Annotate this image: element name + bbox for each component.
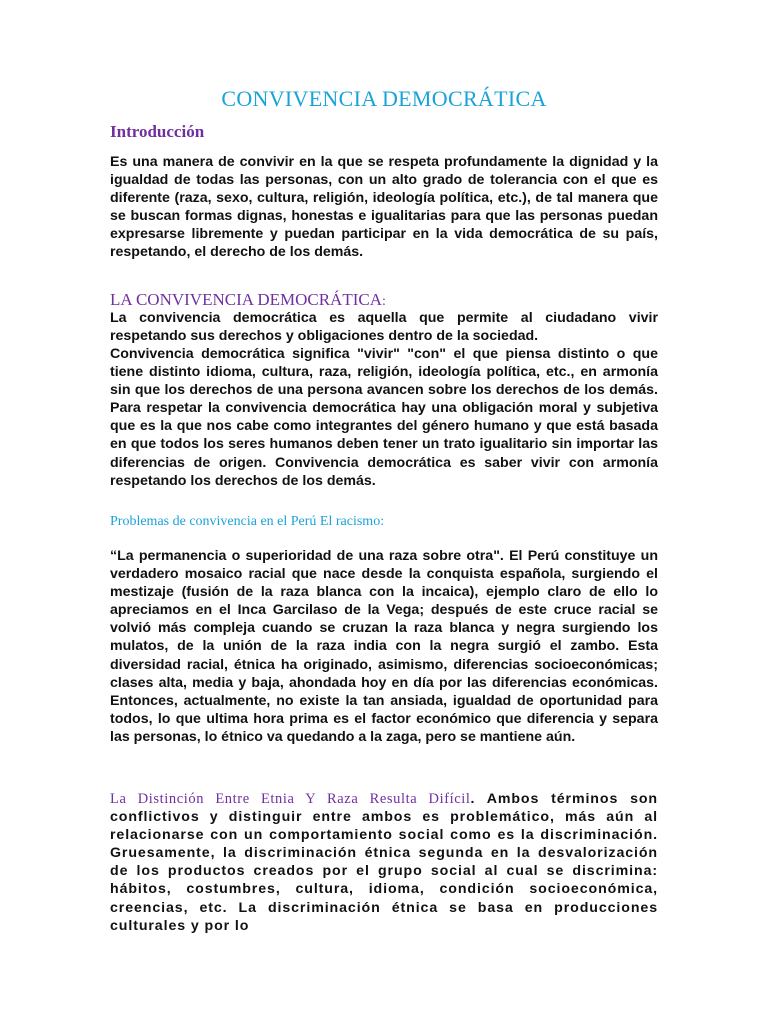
section-heading (110, 290, 386, 310)
distinction-text: . Ambos términos son conflictivos y distinguir entre ambos es problemático, más aún al relacionarse con un comportamiento social como es la discriminación. Gruesamente, la discriminación étnica segunda en la desvalorización de los productos creados por el grupo social al cual se discrimina: hábitos, costumbres, cultura, idioma, condición socioeconómica, creencias, etc. La discriminación étnica se basa en producciones culturales y por lo (110, 791, 658, 934)
distinction-paragraph (110, 790, 658, 935)
document-title: CONVIVENCIA DEMOCRÁTICA (221, 86, 547, 111)
intro-heading: Introducción (110, 122, 205, 141)
intro-paragraph: Es una manera de convivir en la que se respeta profundamente la dignidad y la igualdad de todas las personas, con un alto grado de tolerancia con el que es diferente (raza, sexo, cultura, religión, ideología política, etc.), de tal manera que se buscan formas dignas, honestas e igualitarias para que las personas puedan expresarse libremente y puedan participar en la vida democrática de su país, respetando, el derecho de los demás. (110, 154, 658, 261)
section-heading-colon: : (382, 294, 386, 309)
problems-heading: Problemas de convivencia en el Perú El racismo: (110, 514, 385, 529)
section-paragraph-2: Convivencia democrática significa "vivir" "con" el que piensa distinto o que tiene distinto idioma, cultura, raza, religión, ideología política, etc., en armonía sin que los derechos de una persona avancen sobre los derechos de los demás. Para respetar la convivencia democrática hay una obligación moral y subjetiva que es la que nos cabe como integrantes del género humano y que está basada en que todos los seres humanos deben tener un trato igualitario sin importar las diferencias de origen. Convivencia democrática es saber vivir con armonía respetando los derechos de los demás. (110, 346, 658, 489)
racism-paragraph: “La permanencia o superioridad de una raza sobre otra". El Perú constituye un verdadero mosaico racial que nace desde la conquista española, surgiendo el mestizaje (fusión de la raza blanca con la incaica), ejemplo claro de ello lo apreciamos en el Inca Garcilaso de la Vega; después de este cruce racial se volvió más compleja cuando se cruzan la raza blanca y negra surgiendo los mulatos, de la unión de la raza india con la negra surgió el zambo. Esta diversidad racial, étnica ha originado, asimismo, diferencias socioeconómicas; clases alta, media y baja, ahondada hoy en día por las diferencias económicas. Entonces, actualmente, no existe la tan ansiada, igualdad de oportunidad para todos, lo que ultima hora prima es el factor económico que diferencia y separa las personas, lo étnico va quedando a la zaga, pero se mantiene aún. (110, 548, 658, 745)
distinction-heading: La Distinción Entre Etnia Y Raza Resulta Difícil (110, 791, 471, 807)
section-paragraph-1: La convivencia democrática es aquella que permite al ciudadano vivir respetando sus derechos y obligaciones dentro de la sociedad. (110, 310, 658, 345)
section-heading-text: LA CONVIVENCIA DEMOCRÁTICA (110, 290, 382, 309)
